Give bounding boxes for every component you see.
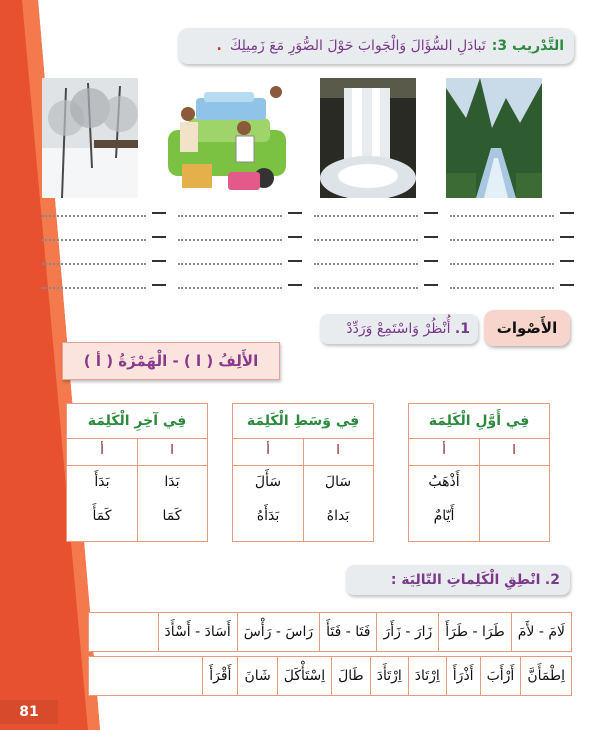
- answer-line[interactable]: [174, 208, 302, 218]
- word-cell: سَالَ: [324, 474, 352, 490]
- word-pair-cell: فَتَا - فَتَأَ: [319, 613, 376, 651]
- word-pair-cell: أَسَادَ - أَسْأَدَ: [158, 613, 237, 651]
- word-pair-cell: زَارَ - زَأَرَ: [376, 613, 438, 651]
- table-word-middle: [232, 403, 374, 542]
- word-cell: أَيّامٌ: [433, 508, 455, 524]
- answer-line[interactable]: [38, 256, 166, 266]
- word-cell: اِرْتَأَدَ: [370, 657, 408, 695]
- photo-waterfall: [320, 78, 416, 198]
- sounds-badge: الأَصْوات: [484, 310, 570, 346]
- word-cell: أَرْأَبَ: [480, 657, 521, 695]
- instruction-text: انْطِقِ الْكَلِماتِ التّالِيَة :: [390, 572, 541, 588]
- word-cell: كَمَأَ: [92, 508, 112, 524]
- column-alif: ا: [336, 443, 340, 458]
- word-cell: بَداهُ: [326, 508, 350, 524]
- words-row: [88, 656, 572, 696]
- word-cell: أَذْهَبُ: [428, 474, 460, 490]
- exercise-label: التَّدْريب 3:: [491, 38, 564, 54]
- word-pairs-row: [88, 612, 572, 652]
- column-hamza: أ: [266, 443, 270, 458]
- word-pair-cell: لَامَ - لأَمَ: [511, 613, 571, 651]
- column-alif: ا: [512, 443, 516, 458]
- table-header: فِي أَوَّلِ الْكَلِمَة: [409, 404, 549, 439]
- word-cell: أَقْرَأَ: [202, 657, 237, 695]
- word-pair-cell: طَرَا - طَرَأَ: [438, 613, 510, 651]
- word-pair-cell: رَاسَ - رَأْسَ: [237, 613, 319, 651]
- photo-snowy-trees: [42, 78, 138, 198]
- answer-line[interactable]: [310, 280, 438, 290]
- word-cell: سَأَلَ: [254, 474, 282, 490]
- word-cell: اِسْتَأْكَلَ: [277, 657, 331, 695]
- answer-line[interactable]: [38, 232, 166, 242]
- page-number: 81: [0, 700, 58, 724]
- instruction-text: أُنْظُرْ وَاسْتَمِعْ وَرَدِّدْ: [346, 321, 451, 337]
- answer-line[interactable]: [174, 280, 302, 290]
- answer-line[interactable]: [446, 280, 574, 290]
- table-word-end: [66, 403, 208, 542]
- answer-line[interactable]: [38, 280, 166, 290]
- alif-hamza-banner: الأَلِفُ ( ا ) - الْهَمْزَةُ ( أ ): [62, 342, 280, 380]
- answer-line[interactable]: [446, 256, 574, 266]
- answer-line[interactable]: [310, 256, 438, 266]
- photo-forest-river: [446, 78, 542, 198]
- answer-line[interactable]: [174, 256, 302, 266]
- table-header: فِي آخِرِ الْكَلِمَة: [67, 404, 207, 439]
- listen-instruction: [320, 314, 478, 344]
- word-cell: بَدَا: [164, 474, 180, 490]
- column-alif: ا: [170, 443, 174, 458]
- answer-line[interactable]: [446, 232, 574, 242]
- exercise-bullet: .: [216, 38, 222, 54]
- word-cell: بَدَأَهُ: [256, 508, 280, 524]
- pronounce-instruction: [346, 565, 570, 595]
- exercise-text: تَبادَلِ السُّؤَالَ وَالْجَوابَ حَوْلَ الصُّوَرِ مَعَ زَمِيلِكَ: [229, 38, 486, 54]
- answer-line[interactable]: [310, 232, 438, 242]
- answer-line[interactable]: [310, 208, 438, 218]
- word-cell: أَذْرَأَ: [446, 657, 480, 695]
- exercise-title: [178, 28, 574, 64]
- word-cell: اِرْتَادَ: [408, 657, 446, 695]
- answer-line[interactable]: [446, 208, 574, 218]
- table-header: فِي وَسَطِ الْكَلِمَة: [233, 404, 373, 439]
- answer-line[interactable]: [174, 232, 302, 242]
- instruction-number: 2.: [544, 572, 560, 588]
- word-cell: طَالَ: [331, 657, 370, 695]
- answer-line[interactable]: [38, 208, 166, 218]
- instruction-number: 1.: [454, 321, 470, 337]
- column-hamza: أ: [442, 443, 446, 458]
- word-cell: اِطْمَأَنَّ: [520, 657, 571, 695]
- column-hamza: أ: [100, 443, 104, 458]
- word-cell: شَانَ: [237, 657, 276, 695]
- photo-family-car: [160, 78, 290, 198]
- table-word-beginning: [408, 403, 550, 542]
- word-cell: بَدَأَ: [94, 474, 110, 490]
- word-cell: كَمَا: [162, 508, 182, 524]
